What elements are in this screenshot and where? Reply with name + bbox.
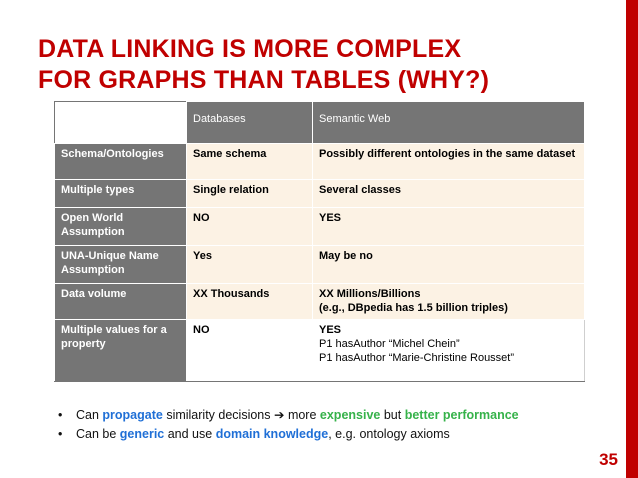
accent-bar <box>626 0 638 478</box>
header-databases: Databases <box>187 102 313 144</box>
keyword-better-performance: better performance <box>404 408 519 422</box>
semantic-web-cell: May be no <box>313 246 585 284</box>
slide-title <box>38 34 598 96</box>
table-row <box>55 320 585 382</box>
keyword-expensive: expensive <box>319 408 381 422</box>
semantic-web-cell <box>313 284 585 320</box>
example-line-1: P1 hasAuthor “Michel Chein” <box>319 338 460 350</box>
bullet-marker: • <box>58 408 63 422</box>
bullet-text: more <box>284 408 320 422</box>
bullet-text: similarity decisions <box>162 408 274 422</box>
bullet-item <box>58 406 598 425</box>
table-row <box>55 246 585 284</box>
data-volume-example: (e.g., DBpedia has 1.5 billion triples) <box>319 302 508 314</box>
row-label: Multiple types <box>55 180 187 208</box>
bullet-text: , e.g. ontology axioms <box>328 427 450 441</box>
header-corner-cell <box>55 102 187 144</box>
table-header-row <box>55 102 585 144</box>
multi-value-answer: YES <box>319 324 342 336</box>
bullet-marker: • <box>58 427 63 441</box>
databases-cell: XX Thousands <box>187 284 313 320</box>
databases-cell: NO <box>187 208 313 246</box>
bullet-text: and use <box>164 427 216 441</box>
data-volume-value: XX Millions/Billions <box>319 288 421 300</box>
table-row <box>55 208 585 246</box>
databases-cell: NO <box>187 320 313 382</box>
keyword-domain-knowledge: domain knowledge <box>215 427 329 441</box>
bullet-text: Can <box>76 408 103 422</box>
bullet-item <box>58 425 598 444</box>
semantic-web-cell: Possibly different ontologies in the same dataset <box>313 144 585 180</box>
header-semantic-web: Semantic Web <box>313 102 585 144</box>
table-row <box>55 144 585 180</box>
bullet-list <box>58 406 598 444</box>
table-row <box>55 284 585 320</box>
arrow-right-icon: ➔ <box>273 408 285 422</box>
databases-cell: Same schema <box>187 144 313 180</box>
bullet-text: Can be <box>76 427 120 441</box>
title-line-2: FOR GRAPHS THAN TABLES (WHY?) <box>38 66 490 94</box>
semantic-web-cell: Several classes <box>313 180 585 208</box>
table-row <box>55 180 585 208</box>
semantic-web-cell: YES <box>313 208 585 246</box>
page-number: 35 <box>599 450 618 469</box>
row-label: Multiple values for a property <box>55 320 187 382</box>
databases-cell: Yes <box>187 246 313 284</box>
row-label: Open World Assumption <box>55 208 187 246</box>
comparison-table <box>54 101 585 382</box>
keyword-propagate: propagate <box>102 408 163 422</box>
row-label: UNA-Unique Name Assumption <box>55 246 187 284</box>
row-label: Schema/Ontologies <box>55 144 187 180</box>
databases-cell: Single relation <box>187 180 313 208</box>
bullet-text: but <box>380 408 405 422</box>
example-line-2: P1 hasAuthor “Marie-Christine Rousset” <box>319 352 515 364</box>
title-line-1: DATA LINKING IS MORE COMPLEX <box>38 35 462 63</box>
keyword-generic: generic <box>119 427 165 441</box>
semantic-web-cell <box>313 320 585 382</box>
row-label: Data volume <box>55 284 187 320</box>
